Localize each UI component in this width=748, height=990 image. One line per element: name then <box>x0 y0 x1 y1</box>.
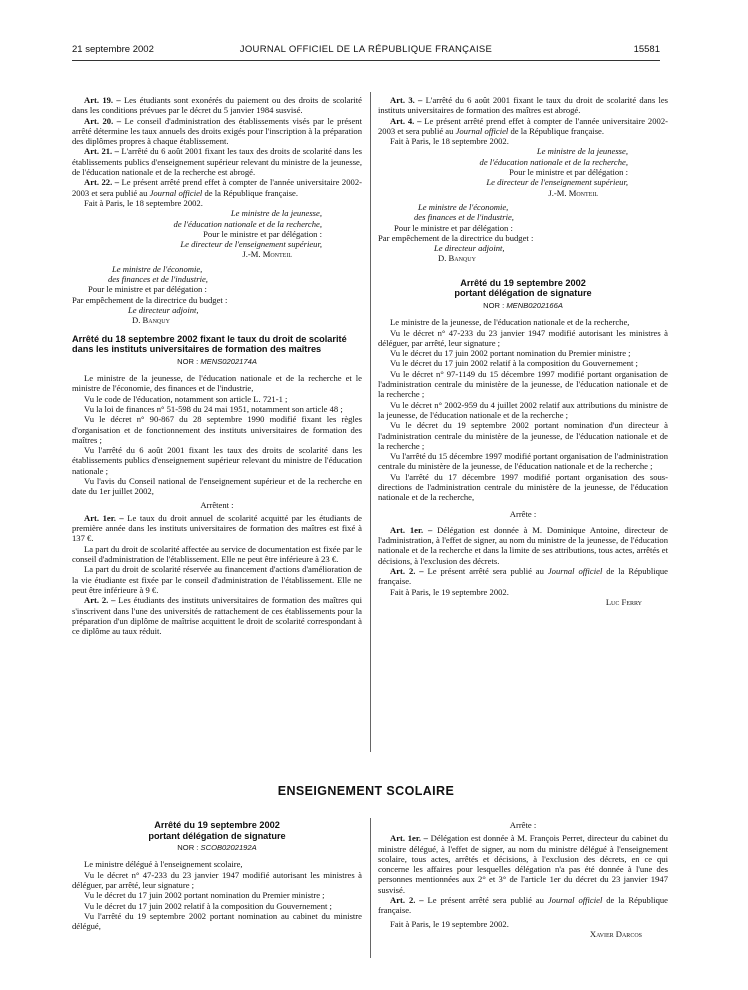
section-title: ENSEIGNEMENT SCOLAIRE <box>277 784 455 798</box>
signature-line: Le ministre de la jeunesse, <box>230 208 322 219</box>
paragraph: Vu le décret n° 47-233 du 23 janvier 1947 modifié autorisant les ministres à déléguer, par arrêté, leur signature ; <box>378 327 668 348</box>
article-3: Art. 3. – L'arrêté du 6 août 2001 fixant le taux du droit de scolarité dans les instituts universitaires de formation des maîtres est abrogé. <box>378 95 669 116</box>
signature-line: Le directeur adjoint, <box>434 243 505 254</box>
column-left-top <box>72 95 362 636</box>
header-rule <box>72 60 660 61</box>
article-21: Art. 21. – L'arrêté du 6 août 2001 fixant les taux des droits de scolarité dans les établissements publics d'enseignement supérieur relevant du ministre de la jeunesse, de l'éducation nationale et de la recherche est abrogé. <box>72 146 362 178</box>
fait-a-paris: Fait à Paris, le 19 septembre 2002. <box>390 918 509 929</box>
nor-reference: NOR : MENS0202174A <box>177 356 257 366</box>
signatory-name: J.-M. Monteil <box>548 187 598 198</box>
paragraph: Vu l'avis du Conseil national de l'enseignement supérieur et de la recherche en date du 1er juillet 2002, <box>72 475 362 497</box>
signature-line: Pour le ministre et par délégation : <box>509 167 628 178</box>
nor-reference: NOR : MENB0202166A <box>483 300 563 310</box>
fait-a-paris: Fait à Paris, le 18 septembre 2002. <box>84 197 203 208</box>
column-right-bottom <box>378 820 668 939</box>
column-right-top <box>378 95 668 607</box>
signature-line: des finances et de l'industrie, <box>414 212 514 223</box>
column-divider-top <box>370 92 371 752</box>
arrete-heading: Arrête : <box>509 508 537 519</box>
arretent-heading: Arrêtent : <box>200 499 234 510</box>
article-2: Art. 2. – Le présent arrêté sera publié au Journal officiel de la République française. <box>378 895 668 916</box>
article-19: Art. 19. – Les étudiants sont exonérés du paiement ou des droits de scolarité dans les conditions prévues par le décret du 5 janvier 1984 susvisé. <box>72 95 362 116</box>
article-2: Art. 2. – Le présent arrêté sera publié au Journal officiel de la République française. <box>378 566 668 587</box>
signature-line: Pour le ministre et par délégation : <box>203 228 322 239</box>
signatory-name: Luc Ferry <box>605 596 642 607</box>
nor-reference: NOR : SCOB0202192A <box>177 843 257 853</box>
paragraph: Vu le décret n° 2002-959 du 4 juillet 2002 relatif aux attributions du ministre de la jeunesse, de l'éducation nationale et de la recherche ; <box>378 399 668 420</box>
article-22: Art. 22. – Le présent arrêté prend effet à compter de l'année universitaire 2002-2003 et sera publié au Journal officiel de la République française. <box>72 177 362 198</box>
header-date: 21 septembre 2002 <box>72 44 154 55</box>
paragraph: Vu l'arrêté du 19 septembre 2002 portant nomination au cabinet du ministre délégué, <box>72 910 362 932</box>
paragraph: Vu l'arrêté du 15 décembre 1997 modifié portant organisation de l'administration centrale du ministère de la jeunesse, de l'éducation nationale et de la recherche ; <box>378 451 668 472</box>
fait-a-paris: Fait à Paris, le 18 septembre 2002. <box>390 136 509 147</box>
signatory-name: J.-M. Monteil <box>242 249 292 260</box>
signature-line: Le ministre de l'économie, <box>112 263 203 274</box>
paragraph: Le ministre délégué à l'enseignement scolaire, <box>84 859 243 870</box>
signature-line: Le ministre de la jeunesse, <box>536 146 628 157</box>
column-divider-bottom <box>370 818 371 958</box>
paragraph: Le ministre de la jeunesse, de l'éducation nationale et de la recherche et le ministre de l'économie, des finances et de l'industrie, <box>72 373 362 394</box>
decree-title: Arrêté du 18 septembre 2002 fixant le taux du droit de scolarité dans les instituts universitaires de formation des maîtres <box>72 333 347 355</box>
paragraph: Vu le décret n° 97-1149 du 15 décembre 1997 modifié portant organisation de l'administration centrale du ministère de la jeunesse, de l'éducation nationale et de la recherche ; <box>378 368 668 400</box>
page-number: 15581 <box>633 44 660 55</box>
paragraph: Vu le décret du 17 juin 2002 portant nomination du Premier ministre ; <box>84 890 325 901</box>
paragraph: Vu le décret n° 90-867 du 28 septembre 1990 modifié fixant les règles d'organisation et de fonctionnement des instituts universitaires de formation des maîtres ; <box>72 414 362 445</box>
article-4: Art. 4. – Le présent arrêté prend effet à compter de l'année universitaire 2002-2003 et sera publié au Journal officiel de la République française. <box>378 115 668 136</box>
paragraph: Vu le décret n° 47-233 du 23 janvier 1947 modifié autorisant les ministres à déléguer, par arrêté, leur signature ; <box>72 869 362 891</box>
decree-title: Arrêté du 19 septembre 2002 portant délégation de signature <box>148 820 286 841</box>
signature-line: de l'éducation nationale et de la recherche, <box>479 156 628 167</box>
article-1: Art. 1er. – Le taux du droit annuel de scolarité acquitté par les étudiants de première année dans les instituts universitaires de formation des maîtres est fixé à 137 €. <box>72 512 362 544</box>
article-1: Art. 1er. – Délégation est donnée à M. Dominique Antoine, directeur de l'administration, à l'effet de signer, au nom du ministre de la jeunesse, de l'éducation nationale et de la recherche et dans la limite de ses attributions, tous actes, arrêtés et décisions, à l'exclusion des décrets. <box>378 524 668 566</box>
paragraph: Vu l'arrêté du 17 décembre 1997 modifié portant organisation des sous-directions de l'administration centrale du ministère de la jeunesse, de l'éducation nationale et de la recherche, <box>378 471 668 503</box>
paragraph: Vu le code de l'éducation, notamment son article L. 721-1 ; <box>84 393 288 404</box>
paragraph: Vu le décret du 19 septembre 2002 portant nomination d'un directeur à l'administration centrale du ministère de la jeunesse, de l'éducation nationale et de la recherche ; <box>378 420 668 451</box>
paragraph: Vu le décret du 17 juin 2002 relatif à la composition du Gouvernement ; <box>390 358 638 369</box>
paragraph: La part du droit de scolarité réservée au financement d'actions d'amélioration de la vie étudiante est fixée par le conseil d'administration de l'établissement. Elle ne peut être inférieure à 9 €. <box>72 564 362 595</box>
signatory-name: D. Banquy <box>132 315 170 326</box>
journal-title: JOURNAL OFFICIEL DE LA RÉPUBLIQUE FRANÇAISE <box>239 44 493 55</box>
signature-line: Par empêchement de la directrice du budget : <box>378 232 534 243</box>
signatory-name: D. Banquy <box>438 253 476 264</box>
signature-line: Par empêchement de la directrice du budget : <box>72 294 228 305</box>
decree-title: Arrêté du 19 septembre 2002 portant délégation de signature <box>454 277 592 299</box>
signature-line: Le directeur de l'enseignement supérieur, <box>486 177 628 188</box>
paragraph: Vu le décret du 17 juin 2002 relatif à la composition du Gouvernement ; <box>84 900 332 911</box>
signature-line: Le ministre de l'économie, <box>418 201 509 212</box>
paragraph: La part du droit de scolarité affectée au service de documentation est fixée par le conseil d'administration de l'établissement. Elle ne peut être inférieure à 23 €. <box>72 543 362 565</box>
article-1: Art. 1er. – Délégation est donnée à M. François Perret, directeur du cabinet du ministre délégué, à l'effet de signer, au nom du ministre délégué à l'enseignement scolaire, tous actes, arrêtés et décisions, à l'exclusion des décrets, en ce qui concerne les affaires pour lesquelles délégation n'a pas été donnée à l'une des personnes mentionnées aux 2° et 3° de l'article 1er du décret du 23 janvier 1947 susvisé. <box>378 833 668 895</box>
signature-line: Le directeur de l'enseignement supérieur, <box>180 239 322 250</box>
arrete-heading: Arrête : <box>509 820 537 830</box>
signature-line: Pour le ministre et par délégation : <box>394 222 513 233</box>
signature-line: Le directeur adjoint, <box>128 304 199 315</box>
signatory-name: Xavier Darcos <box>589 928 642 939</box>
column-left-bottom <box>72 820 362 932</box>
paragraph: Vu la loi de finances n° 51-598 du 24 mai 1951, notamment son article 48 ; <box>84 403 343 414</box>
signature-line: des finances et de l'industrie, <box>108 274 208 285</box>
page-header <box>72 44 660 58</box>
paragraph: Vu le décret du 17 juin 2002 portant nomination du Premier ministre ; <box>390 348 631 359</box>
paragraph: Le ministre de la jeunesse, de l'éducation nationale et de la recherche, <box>390 317 630 328</box>
signature-line: Pour le ministre et par délégation : <box>88 284 207 295</box>
article-2: Art. 2. – Les étudiants des instituts universitaires de formation des maîtres qui s'inscrivent dans l'une des universités de rattachement de ces établissements pour la préparation d'un diplôme de maîtrise acquittent le droit de scolarité correspondant à ce diplôme au taux réduit. <box>72 595 362 637</box>
signature-line: de l'éducation nationale et de la recherche, <box>173 218 322 229</box>
paragraph: Vu l'arrêté du 6 août 2001 fixant les taux des droits de scolarité dans les établissements publics d'enseignement supérieur relevant du ministre de l'éducation nationale ; <box>72 445 362 476</box>
fait-a-paris: Fait à Paris, le 19 septembre 2002. <box>390 586 509 597</box>
article-20: Art. 20. – Le conseil d'administration des établissements visés par le présent arrêté détermine les taux annuels des droits exigés pour l'inscription à la préparation des diplômes propres à chaque établissement. <box>72 115 362 147</box>
